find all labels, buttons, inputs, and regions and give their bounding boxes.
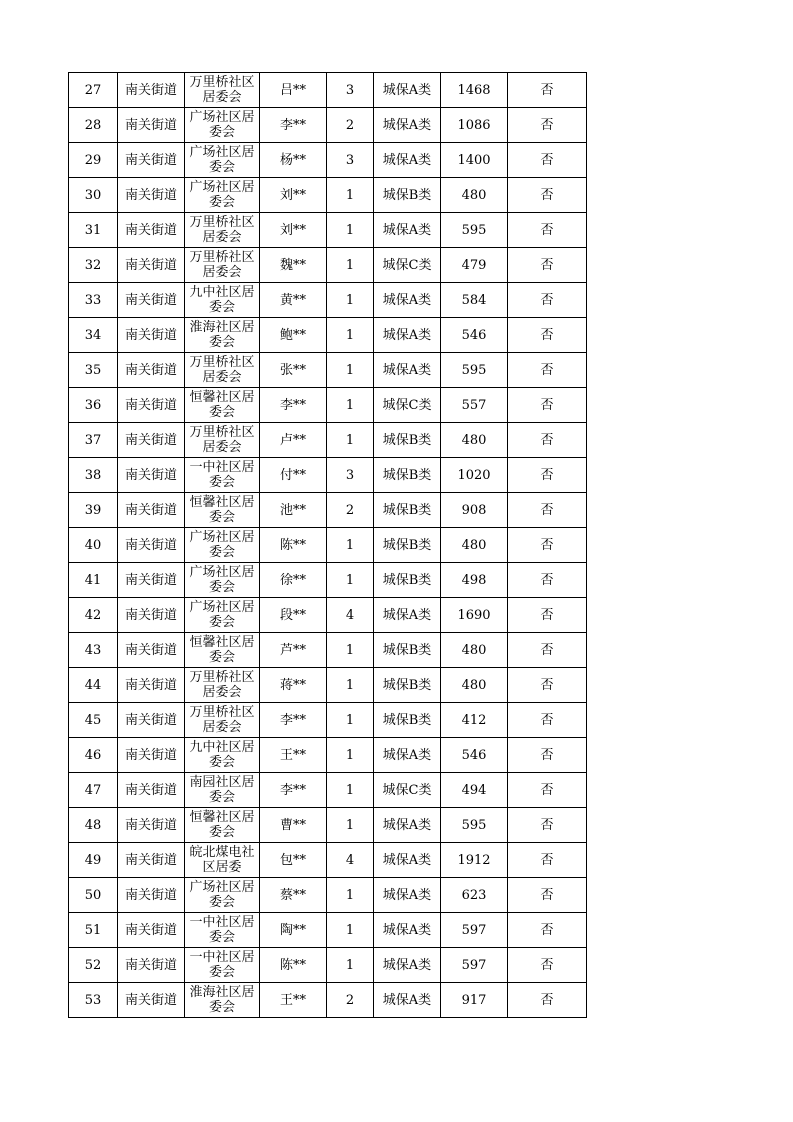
- cell-flag: 否: [508, 423, 587, 458]
- cell-seq: 52: [69, 948, 118, 983]
- cell-name: 曹**: [260, 808, 327, 843]
- cell-community: [185, 703, 260, 738]
- cell-household-count: 2: [327, 108, 374, 143]
- community-text: 广场社区居委会: [189, 110, 255, 140]
- cell-seq: 45: [69, 703, 118, 738]
- community-text: 淮海社区居委会: [189, 320, 255, 350]
- table-row: [69, 703, 587, 738]
- cell-street: 南关街道: [118, 178, 185, 213]
- cell-name: 王**: [260, 983, 327, 1018]
- cell-community: [185, 458, 260, 493]
- cell-name: 徐**: [260, 563, 327, 598]
- cell-amount: 479: [441, 248, 508, 283]
- cell-community: [185, 318, 260, 353]
- cell-household-count: 1: [327, 948, 374, 983]
- community-text: 万里桥社区居委会: [189, 215, 255, 245]
- cell-category: 城保B类: [374, 668, 441, 703]
- cell-flag: 否: [508, 948, 587, 983]
- table-row: [69, 493, 587, 528]
- cell-amount: 1912: [441, 843, 508, 878]
- cell-community: [185, 353, 260, 388]
- cell-seq: 38: [69, 458, 118, 493]
- cell-street: 南关街道: [118, 913, 185, 948]
- cell-name: 包**: [260, 843, 327, 878]
- cell-category: 城保A类: [374, 913, 441, 948]
- cell-street: 南关街道: [118, 948, 185, 983]
- cell-amount: 480: [441, 633, 508, 668]
- cell-amount: 623: [441, 878, 508, 913]
- cell-community: [185, 948, 260, 983]
- cell-community: [185, 528, 260, 563]
- cell-flag: 否: [508, 878, 587, 913]
- cell-household-count: 1: [327, 668, 374, 703]
- cell-amount: 595: [441, 808, 508, 843]
- community-text: 万里桥社区居委会: [189, 425, 255, 455]
- community-text: 九中社区居委会: [189, 285, 255, 315]
- cell-community: [185, 388, 260, 423]
- cell-flag: 否: [508, 563, 587, 598]
- cell-seq: 40: [69, 528, 118, 563]
- cell-seq: 47: [69, 773, 118, 808]
- community-text: 恒馨社区居委会: [189, 810, 255, 840]
- cell-street: 南关街道: [118, 458, 185, 493]
- cell-amount: 546: [441, 738, 508, 773]
- cell-amount: 597: [441, 948, 508, 983]
- cell-category: 城保A类: [374, 108, 441, 143]
- cell-community: [185, 563, 260, 598]
- cell-category: 城保A类: [374, 353, 441, 388]
- cell-seq: 34: [69, 318, 118, 353]
- cell-household-count: 2: [327, 493, 374, 528]
- cell-category: 城保A类: [374, 598, 441, 633]
- cell-name: 李**: [260, 703, 327, 738]
- cell-category: 城保A类: [374, 983, 441, 1018]
- community-text: 恒馨社区居委会: [189, 495, 255, 525]
- cell-street: 南关街道: [118, 493, 185, 528]
- cell-community: [185, 598, 260, 633]
- community-text: 南园社区居委会: [189, 775, 255, 805]
- cell-seq: 43: [69, 633, 118, 668]
- table-row: [69, 913, 587, 948]
- cell-street: 南关街道: [118, 73, 185, 108]
- cell-community: [185, 633, 260, 668]
- table-row: [69, 948, 587, 983]
- cell-category: 城保B类: [374, 423, 441, 458]
- cell-name: 鲍**: [260, 318, 327, 353]
- cell-flag: 否: [508, 178, 587, 213]
- cell-household-count: 3: [327, 143, 374, 178]
- table-row: [69, 73, 587, 108]
- cell-community: [185, 423, 260, 458]
- cell-name: 陈**: [260, 528, 327, 563]
- cell-household-count: 2: [327, 983, 374, 1018]
- cell-category: 城保A类: [374, 318, 441, 353]
- table-row: [69, 598, 587, 633]
- cell-category: 城保B类: [374, 458, 441, 493]
- cell-flag: 否: [508, 528, 587, 563]
- cell-flag: 否: [508, 668, 587, 703]
- cell-amount: 1020: [441, 458, 508, 493]
- cell-flag: 否: [508, 808, 587, 843]
- table-row: [69, 843, 587, 878]
- cell-household-count: 3: [327, 458, 374, 493]
- cell-name: 杨**: [260, 143, 327, 178]
- cell-seq: 27: [69, 73, 118, 108]
- cell-seq: 53: [69, 983, 118, 1018]
- cell-amount: 917: [441, 983, 508, 1018]
- community-text: 广场社区居委会: [189, 600, 255, 630]
- cell-name: 陶**: [260, 913, 327, 948]
- cell-household-count: 1: [327, 388, 374, 423]
- table-row: [69, 563, 587, 598]
- table-row: [69, 388, 587, 423]
- cell-amount: 557: [441, 388, 508, 423]
- cell-name: 池**: [260, 493, 327, 528]
- table-row: [69, 283, 587, 318]
- cell-category: 城保A类: [374, 808, 441, 843]
- cell-street: 南关街道: [118, 668, 185, 703]
- community-text: 万里桥社区居委会: [189, 75, 255, 105]
- community-text: 恒馨社区居委会: [189, 390, 255, 420]
- table-row: [69, 318, 587, 353]
- cell-flag: 否: [508, 108, 587, 143]
- cell-seq: 36: [69, 388, 118, 423]
- cell-seq: 32: [69, 248, 118, 283]
- community-text: 广场社区居委会: [189, 180, 255, 210]
- cell-community: [185, 668, 260, 703]
- table-row: [69, 108, 587, 143]
- cell-name: 芦**: [260, 633, 327, 668]
- cell-category: 城保B类: [374, 493, 441, 528]
- cell-flag: 否: [508, 213, 587, 248]
- cell-street: 南关街道: [118, 633, 185, 668]
- community-text: 皖北煤电社区居委: [189, 845, 255, 875]
- table-row: [69, 458, 587, 493]
- cell-category: 城保C类: [374, 773, 441, 808]
- cell-flag: 否: [508, 143, 587, 178]
- cell-amount: 480: [441, 423, 508, 458]
- cell-flag: 否: [508, 633, 587, 668]
- cell-flag: 否: [508, 598, 587, 633]
- cell-flag: 否: [508, 353, 587, 388]
- cell-seq: 51: [69, 913, 118, 948]
- community-text: 广场社区居委会: [189, 530, 255, 560]
- cell-name: 蔡**: [260, 878, 327, 913]
- cell-name: 张**: [260, 353, 327, 388]
- cell-community: [185, 738, 260, 773]
- community-text: 九中社区居委会: [189, 740, 255, 770]
- cell-street: 南关街道: [118, 878, 185, 913]
- cell-community: [185, 808, 260, 843]
- community-text: 一中社区居委会: [189, 950, 255, 980]
- table-row: [69, 983, 587, 1018]
- table-body: [69, 73, 587, 1018]
- cell-amount: 480: [441, 528, 508, 563]
- cell-amount: 1400: [441, 143, 508, 178]
- cell-amount: 1690: [441, 598, 508, 633]
- cell-seq: 35: [69, 353, 118, 388]
- cell-street: 南关街道: [118, 528, 185, 563]
- cell-amount: 412: [441, 703, 508, 738]
- community-text: 一中社区居委会: [189, 460, 255, 490]
- table-row: [69, 353, 587, 388]
- cell-name: 刘**: [260, 213, 327, 248]
- cell-category: 城保C类: [374, 248, 441, 283]
- cell-household-count: 4: [327, 843, 374, 878]
- cell-category: 城保A类: [374, 283, 441, 318]
- cell-community: [185, 143, 260, 178]
- cell-category: 城保C类: [374, 388, 441, 423]
- community-text: 广场社区居委会: [189, 145, 255, 175]
- table-row: [69, 633, 587, 668]
- cell-community: [185, 108, 260, 143]
- cell-street: 南关街道: [118, 703, 185, 738]
- table-row: [69, 808, 587, 843]
- cell-street: 南关街道: [118, 808, 185, 843]
- cell-flag: 否: [508, 248, 587, 283]
- cell-household-count: 3: [327, 73, 374, 108]
- cell-category: 城保A类: [374, 213, 441, 248]
- community-text: 万里桥社区居委会: [189, 705, 255, 735]
- cell-street: 南关街道: [118, 108, 185, 143]
- cell-street: 南关街道: [118, 143, 185, 178]
- cell-community: [185, 178, 260, 213]
- cell-community: [185, 283, 260, 318]
- cell-amount: 480: [441, 178, 508, 213]
- cell-seq: 48: [69, 808, 118, 843]
- community-text: 广场社区居委会: [189, 880, 255, 910]
- cell-category: 城保A类: [374, 143, 441, 178]
- cell-amount: 595: [441, 213, 508, 248]
- cell-street: 南关街道: [118, 773, 185, 808]
- community-text: 万里桥社区居委会: [189, 250, 255, 280]
- cell-street: 南关街道: [118, 213, 185, 248]
- cell-community: [185, 843, 260, 878]
- community-text: 一中社区居委会: [189, 915, 255, 945]
- cell-household-count: 1: [327, 353, 374, 388]
- cell-category: 城保B类: [374, 178, 441, 213]
- cell-amount: 1086: [441, 108, 508, 143]
- cell-name: 魏**: [260, 248, 327, 283]
- cell-flag: 否: [508, 773, 587, 808]
- cell-seq: 41: [69, 563, 118, 598]
- cell-community: [185, 213, 260, 248]
- cell-name: 陈**: [260, 948, 327, 983]
- table-row: [69, 143, 587, 178]
- cell-name: 李**: [260, 773, 327, 808]
- table-row: [69, 213, 587, 248]
- cell-seq: 42: [69, 598, 118, 633]
- cell-household-count: 1: [327, 703, 374, 738]
- cell-community: [185, 493, 260, 528]
- cell-flag: 否: [508, 913, 587, 948]
- cell-street: 南关街道: [118, 563, 185, 598]
- cell-street: 南关街道: [118, 983, 185, 1018]
- cell-household-count: 1: [327, 213, 374, 248]
- cell-flag: 否: [508, 738, 587, 773]
- cell-amount: 494: [441, 773, 508, 808]
- cell-seq: 29: [69, 143, 118, 178]
- community-text: 恒馨社区居委会: [189, 635, 255, 665]
- table-row: [69, 423, 587, 458]
- cell-community: [185, 913, 260, 948]
- cell-name: 李**: [260, 108, 327, 143]
- cell-household-count: 1: [327, 738, 374, 773]
- table-row: [69, 773, 587, 808]
- cell-street: 南关街道: [118, 423, 185, 458]
- cell-community: [185, 248, 260, 283]
- cell-amount: 1468: [441, 73, 508, 108]
- cell-community: [185, 73, 260, 108]
- cell-category: 城保A类: [374, 843, 441, 878]
- cell-household-count: 1: [327, 913, 374, 948]
- cell-category: 城保A类: [374, 73, 441, 108]
- community-text: 万里桥社区居委会: [189, 355, 255, 385]
- cell-name: 付**: [260, 458, 327, 493]
- cell-flag: 否: [508, 283, 587, 318]
- cell-community: [185, 773, 260, 808]
- cell-street: 南关街道: [118, 598, 185, 633]
- cell-street: 南关街道: [118, 353, 185, 388]
- cell-category: 城保B类: [374, 528, 441, 563]
- cell-name: 王**: [260, 738, 327, 773]
- cell-seq: 31: [69, 213, 118, 248]
- cell-amount: 584: [441, 283, 508, 318]
- cell-household-count: 1: [327, 283, 374, 318]
- table-row: [69, 668, 587, 703]
- table-row: [69, 878, 587, 913]
- cell-seq: 28: [69, 108, 118, 143]
- table-row: [69, 248, 587, 283]
- cell-household-count: 4: [327, 598, 374, 633]
- cell-community: [185, 878, 260, 913]
- cell-seq: 30: [69, 178, 118, 213]
- cell-street: 南关街道: [118, 248, 185, 283]
- cell-household-count: 1: [327, 318, 374, 353]
- cell-category: 城保A类: [374, 878, 441, 913]
- cell-amount: 546: [441, 318, 508, 353]
- cell-amount: 480: [441, 668, 508, 703]
- cell-name: 黄**: [260, 283, 327, 318]
- cell-seq: 33: [69, 283, 118, 318]
- cell-category: 城保B类: [374, 703, 441, 738]
- community-text: 淮海社区居委会: [189, 985, 255, 1015]
- table-row: [69, 178, 587, 213]
- cell-seq: 49: [69, 843, 118, 878]
- cell-seq: 46: [69, 738, 118, 773]
- cell-household-count: 1: [327, 563, 374, 598]
- table-row: [69, 738, 587, 773]
- cell-name: 段**: [260, 598, 327, 633]
- cell-street: 南关街道: [118, 843, 185, 878]
- cell-amount: 908: [441, 493, 508, 528]
- cell-street: 南关街道: [118, 283, 185, 318]
- cell-amount: 595: [441, 353, 508, 388]
- cell-flag: 否: [508, 493, 587, 528]
- cell-seq: 39: [69, 493, 118, 528]
- cell-flag: 否: [508, 73, 587, 108]
- cell-flag: 否: [508, 843, 587, 878]
- community-text: 万里桥社区居委会: [189, 670, 255, 700]
- cell-name: 李**: [260, 388, 327, 423]
- cell-household-count: 1: [327, 178, 374, 213]
- cell-category: 城保B类: [374, 563, 441, 598]
- data-table: [68, 72, 587, 1018]
- cell-category: 城保A类: [374, 738, 441, 773]
- cell-household-count: 1: [327, 878, 374, 913]
- cell-household-count: 1: [327, 528, 374, 563]
- cell-community: [185, 983, 260, 1018]
- cell-name: 卢**: [260, 423, 327, 458]
- cell-category: 城保B类: [374, 633, 441, 668]
- cell-name: 刘**: [260, 178, 327, 213]
- cell-amount: 498: [441, 563, 508, 598]
- cell-amount: 597: [441, 913, 508, 948]
- cell-flag: 否: [508, 458, 587, 493]
- cell-household-count: 1: [327, 423, 374, 458]
- cell-flag: 否: [508, 318, 587, 353]
- cell-name: 吕**: [260, 73, 327, 108]
- cell-name: 蒋**: [260, 668, 327, 703]
- cell-household-count: 1: [327, 808, 374, 843]
- cell-flag: 否: [508, 983, 587, 1018]
- community-text: 广场社区居委会: [189, 565, 255, 595]
- cell-seq: 44: [69, 668, 118, 703]
- cell-household-count: 1: [327, 633, 374, 668]
- cell-street: 南关街道: [118, 318, 185, 353]
- cell-street: 南关街道: [118, 388, 185, 423]
- cell-street: 南关街道: [118, 738, 185, 773]
- table-row: [69, 528, 587, 563]
- cell-category: 城保A类: [374, 948, 441, 983]
- cell-seq: 50: [69, 878, 118, 913]
- cell-household-count: 1: [327, 773, 374, 808]
- cell-flag: 否: [508, 703, 587, 738]
- cell-flag: 否: [508, 388, 587, 423]
- cell-seq: 37: [69, 423, 118, 458]
- cell-household-count: 1: [327, 248, 374, 283]
